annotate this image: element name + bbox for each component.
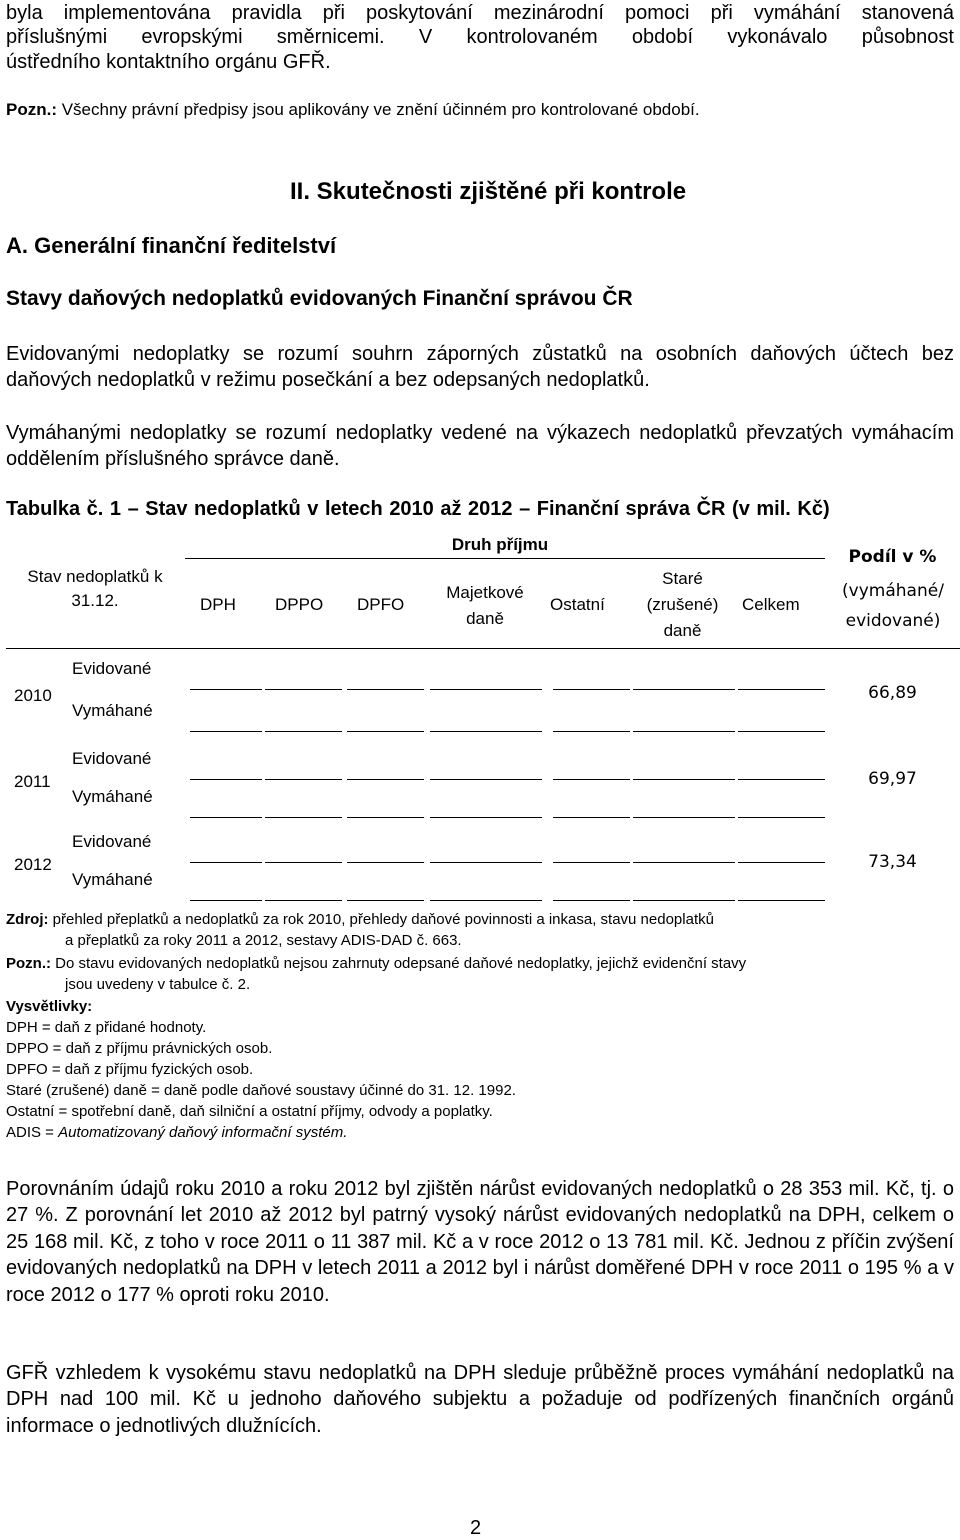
row-label: Vymáhané: [72, 870, 153, 889]
cell-rule: [633, 900, 735, 901]
cell-rule: [265, 900, 342, 901]
cell-rule: [738, 817, 825, 818]
cell-rule: [190, 900, 262, 901]
cell-rule: [190, 862, 262, 863]
col-ostatni: Ostatní: [550, 595, 605, 614]
cell-rule: [190, 817, 262, 818]
cell-rule: [633, 862, 735, 863]
col-dppo: DPPO: [275, 595, 324, 614]
cell-rule: [633, 731, 735, 732]
intro-note-label: Pozn.:: [6, 100, 57, 119]
cell-rule: [190, 731, 262, 732]
cell-rule: [430, 689, 542, 690]
cell-rule: [265, 731, 342, 732]
header-rule: [6, 648, 960, 649]
table-note: [6, 953, 954, 995]
intro-note-text: Všechny právní předpisy jsou aplikovány ve znění účinném pro kontrolované období.: [57, 100, 700, 119]
cell-rule: [265, 862, 342, 863]
intro-line-1: byla implementována pravidla při poskytování mezinárodní pomoci při vymáhání stanovená: [6, 2, 954, 24]
legend-item-6: [6, 1122, 954, 1143]
cell-rule: [738, 900, 825, 901]
cell-rule: [430, 900, 542, 901]
cell-rule: [430, 817, 542, 818]
podil-value: 69,97: [868, 769, 917, 789]
cell-rule: [265, 689, 342, 690]
table-caption: Tabulka č. 1 – Stav nedoplatků v letech 2010 až 2012 – Finanční správa ČR (v mil. Kč): [6, 498, 830, 520]
col-majetkove: Majetkové daně: [446, 583, 524, 628]
cell-rule: [633, 779, 735, 780]
source-text-1: přehled přeplatků a nedoplatků za rok 2010, přehledy daňové povinnosti a inkasa, stavu nedoplatků: [48, 911, 714, 928]
group-header: Druh příjmu: [451, 535, 549, 554]
cell-rule: [347, 779, 424, 780]
row-label: Vymáhané: [72, 787, 153, 806]
year-label: 2012: [14, 855, 52, 874]
heading: Stavy daňových nedoplatků evidovaných Finanční správou ČR: [6, 287, 633, 310]
paragraph-1: Evidovanými nedoplatky se rozumí souhrn záporných zůstatků na osobních daňových účtech bez daňových nedoplatků v režimu posečkání a bez odepsaných nedoplatků.: [6, 343, 954, 391]
cell-rule: [553, 900, 630, 901]
cell-rule: [738, 731, 825, 732]
row-separator: [6, 737, 960, 738]
table-note-text-2: jsou uvedeny v tabulce č. 2.: [65, 976, 251, 993]
year-label: 2011: [14, 772, 51, 791]
cell-rule: [738, 689, 825, 690]
legend-item-3: DPFO = daň z příjmu fyzických osob.: [6, 1061, 254, 1078]
row-label: Evidované: [72, 659, 152, 678]
legend-item-4: Staré (zrušené) daně = daně podle daňové soustavy účinné do 31. 12. 1992.: [6, 1082, 516, 1099]
cell-rule: [265, 779, 342, 780]
source-text-2: a přeplatků za roky 2011 a 2012, sestavy ADIS-DAD č. 663.: [65, 932, 462, 949]
source-note: [6, 909, 954, 951]
legend: [6, 996, 954, 1143]
cell-rule: [633, 689, 735, 690]
intro-note: [6, 100, 700, 120]
cell-rule: [190, 689, 262, 690]
cell-rule: [738, 862, 825, 863]
cell-rule: [633, 817, 735, 818]
legend-item-6-b: Automatizovaný daňový informační systém.: [58, 1124, 348, 1141]
row-label: Evidované: [72, 832, 152, 851]
col-dph: DPH: [200, 595, 236, 614]
year-label: 2010: [14, 686, 52, 705]
cell-rule: [430, 779, 542, 780]
intro-line-3: ústředního kontaktního orgánu GFŘ.: [6, 51, 331, 73]
legend-item-1: DPH = daň z přidané hodnoty.: [6, 1019, 207, 1036]
col-podil-sub: (vymáhané/ evidované): [842, 581, 944, 631]
paragraph-2: Vymáhanými nedoplatky se rozumí nedoplatky vedené na výkazech nedoplatků převzatých vymáhacím oddělením příslušného správce daně.: [6, 422, 954, 470]
paragraph-4: GFŘ vzhledem k vysokému stavu nedoplatků na DPH sleduje průběžně proces vymáhání nedoplatků na DPH nad 100 mil. Kč u jednoho daňového subjektu a požaduje od podřízených finančních orgánů informace o jednotlivých dlužnících.: [6, 1362, 954, 1437]
podil-value: 73,34: [868, 852, 917, 872]
cell-rule: [347, 900, 424, 901]
table-note-label: Pozn.:: [6, 955, 51, 972]
row-label: Evidované: [72, 749, 152, 768]
cell-rule: [190, 779, 262, 780]
row-label: Vymáhané: [72, 701, 153, 720]
legend-item-5: Ostatní = spotřební daně, daň silniční a ostatní příjmy, odvody a poplatky.: [6, 1103, 493, 1120]
cell-rule: [553, 817, 630, 818]
intro-line-2: příslušnými evropskými směrnicemi. V kontrolovaném období vykonávalo působnost: [6, 26, 954, 48]
row-separator: [6, 819, 960, 820]
legend-item-6-a: ADIS =: [6, 1124, 59, 1141]
cell-rule: [553, 731, 630, 732]
cell-rule: [553, 689, 630, 690]
subsection-title: A. Generální finanční ředitelství: [6, 233, 337, 258]
legend-item-2: DPPO = daň z příjmu právnických osob.: [6, 1040, 273, 1057]
cell-rule: [347, 689, 424, 690]
cell-rule: [347, 731, 424, 732]
col-podil: Podíl v %: [848, 547, 937, 567]
paragraph-3: Porovnáním údajů roku 2010 a roku 2012 byl zjištěn nárůst evidovaných nedoplatků o 28 353 mil. Kč, tj. o 27 %. Z porovnání let 2010 až 2012 byl patrný vysoký nárůst evidovaných nedoplatků na DPH, celkem o 25 168 mil. Kč, z toho v roce 2011 o 11 387 mil. Kč a v roce 2012 o 13 781 mil. Kč. Jednou z příčin zvýšení evidovaných nedoplatků na DPH v letech 2011 a 2012 byl i nárůst doměřené DPH v roce 2011 o 195 % a v roce 2012 o 177 % oproti roku 2010.: [6, 1178, 954, 1306]
cell-rule: [738, 779, 825, 780]
cell-rule: [347, 817, 424, 818]
row-separator: [6, 902, 960, 903]
podil-value: 66,89: [868, 683, 917, 703]
section-title: II. Skutečnosti zjištěné při kontrole: [290, 178, 687, 205]
cell-rule: [553, 862, 630, 863]
source-label: Zdroj:: [6, 911, 49, 928]
page-number: 2: [470, 1517, 482, 1539]
col-stare: Staré (zrušené) daně: [646, 569, 719, 640]
cell-rule: [430, 862, 542, 863]
cell-rule: [430, 731, 542, 732]
col-celkem: Celkem: [742, 595, 800, 614]
cell-rule: [265, 817, 342, 818]
stub-header: Stav nedoplatků k 31.12.: [27, 567, 163, 610]
col-dpfo: DPFO: [357, 595, 405, 614]
cell-rule: [347, 862, 424, 863]
legend-title: Vysvětlivky:: [6, 998, 93, 1015]
group-header-rule: [185, 558, 825, 559]
cell-rule: [553, 779, 630, 780]
table-note-text-1: Do stavu evidovaných nedoplatků nejsou zahrnuty odepsané daňové nedoplatky, jejichž evidenční stavy: [51, 955, 747, 972]
